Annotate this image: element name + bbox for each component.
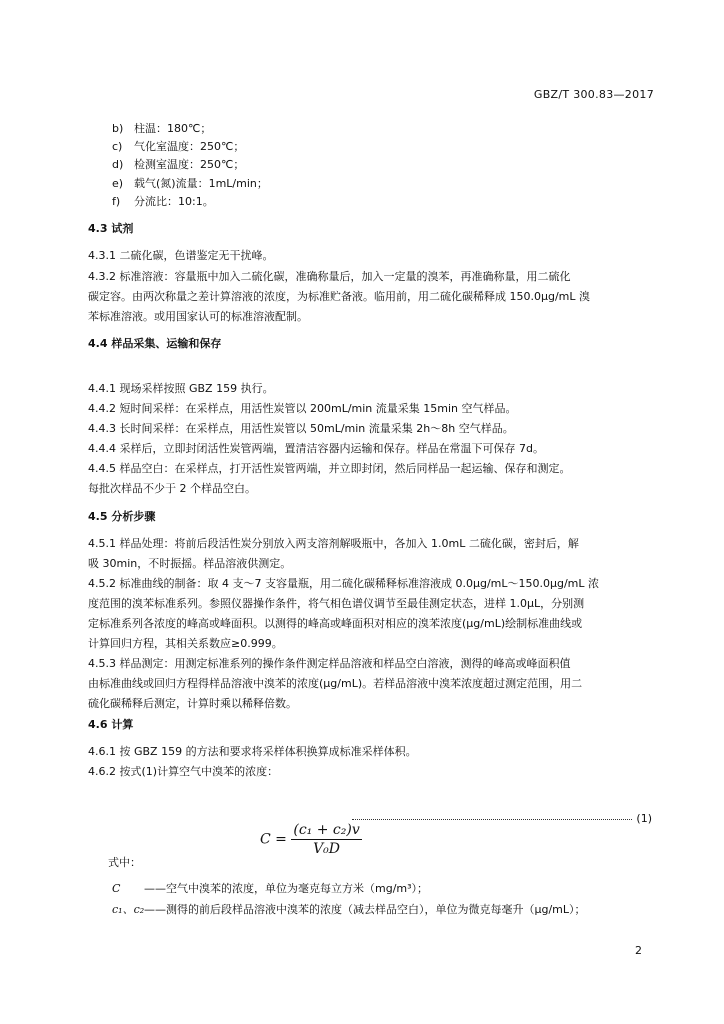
paragraph-line: 每批次样品不少于 2 个样品空白。 [88,482,256,495]
paragraph-line: 4.4.1 现场采样按照 GBZ 159 执行。 [88,382,274,395]
item-text: 检测室温度：250℃； [134,158,245,171]
paragraph-line: 4.5.1 样品处理：将前后段活性炭分别放入两支溶剂解吸瓶中，各加入 1.0mL 二硫化碳，密封后，解 [88,537,579,550]
item-label: f) [112,195,121,208]
paragraph-line: 苯标准溶液。或用国家认可的标准溶液配制。 [88,310,308,323]
section-title-4-4: 4.4 样品采集、运输和保存 [88,337,222,350]
variable-definition [112,882,428,896]
item-label: d) [112,158,124,171]
formula-numerator: (c₁ + c₂)v [293,822,360,838]
formula-denominator: V₀D [313,841,341,857]
formula-fraction [291,822,361,857]
item-text: 柱温：180℃； [134,122,212,135]
variable-desc: ——测得的前后段样品溶液中溴苯的浓度（减去样品空白），单位为微克每毫升（μg/mL）； [144,903,586,916]
paragraph-line: 4.5.2 标准曲线的制备：取 4 支～7 支容量瓶，用二硫化碳稀释标准溶液成 0.0μg/mL～150.0μg/mL 浓 [88,577,600,590]
paragraph-line: 4.6.1 按 GBZ 159 的方法和要求将采样体积换算成标准采样体积。 [88,745,417,758]
variable-symbol: C [112,882,121,895]
list-item [112,177,268,191]
section-title-4-6: 4.6 计算 [88,718,134,731]
paragraph-line: 4.5.3 样品测定：用测定标准系列的操作条件测定样品溶液和样品空白溶液，测得的峰高或峰面积值 [88,657,571,670]
formula-leader-dots [352,818,632,820]
paragraph-line: 4.4.4 采样后，立即封闭活性炭管两端，置清洁容器内运输和保存。样品在常温下可保存 7d。 [88,442,544,455]
paragraph-line: 4.4.3 长时间采样：在采样点，用活性炭管以 50mL/min 流量采集 2h～8h 空气样品。 [88,422,514,435]
item-text: 气化室温度：250℃； [134,140,245,153]
paragraph-line: 硫化碳稀释后测定，计算时乘以稀释倍数。 [88,697,297,710]
list-item [112,195,214,209]
formula [260,822,362,857]
paragraph-line: 定标准系列各浓度的峰高或峰面积。以测得的峰高或峰面积对相应的溴苯浓度(μg/mL)绘制标准曲线或 [88,617,583,630]
paragraph-line: 4.3.2 标准溶液：容量瓶中加入二硫化碳，准确称量后，加入一定量的溴苯，再准确称量，用二硫化 [88,270,571,283]
variable-symbol: c₁、c₂ [112,903,145,916]
list-item [112,140,244,154]
section-title-4-5: 4.5 分析步骤 [88,510,156,523]
paragraph-line: 4.4.2 短时间采样：在采样点，用活性炭管以 200mL/min 流量采集 15min 空气样品。 [88,402,517,415]
list-item [112,122,211,136]
where-intro: 式中： [108,856,141,869]
paragraph-line: 度范围的溴苯标准系列。参照仪器操作条件，将气相色谱仪调节至最佳测定状态，进样 1.0μL，分别测 [88,597,585,610]
item-label: e) [112,177,124,190]
item-text: 分流比：10:1。 [134,195,214,208]
equation-number: (1) [636,812,652,825]
paragraph-line: 4.6.2 按式(1)计算空气中溴苯的浓度： [88,765,279,778]
page-number: 2 [635,944,642,957]
formula-lhs: C = [260,831,287,848]
standard-code: GBZ/T 300.83—2017 [533,88,654,101]
variable-desc: ——空气中溴苯的浓度，单位为毫克每立方米（mg/m³）； [144,882,429,895]
paragraph-line: 碳定容。由两次称量之差计算溶液的浓度，为标准贮备液。临用前，用二硫化碳稀释成 150.0μg/mL 溴 [88,290,591,303]
paragraph-line: 计算回归方程，其相关系数应≥0.999。 [88,637,283,650]
variable-definition [112,903,586,917]
item-label: b) [112,122,124,135]
paragraph-line: 吸 30min，不时振摇。样品溶液供测定。 [88,557,292,570]
paragraph-line: 由标准曲线或回归方程得样品溶液中溴苯的浓度(μg/mL)。若样品溶液中溴苯浓度超过测定范围，用二 [88,677,583,690]
item-text: 载气(氮)流量：1mL/min； [134,177,268,190]
paragraph-line: 4.3.1 二硫化碳，色谱鉴定无干扰峰。 [88,249,274,262]
paragraph-line: 4.4.5 样品空白：在采样点，打开活性炭管两端，并立即封闭，然后同样品一起运输、保存和测定。 [88,462,571,475]
item-label: c) [112,140,123,153]
list-item [112,158,244,172]
section-title-4-3: 4.3 试剂 [88,222,134,235]
